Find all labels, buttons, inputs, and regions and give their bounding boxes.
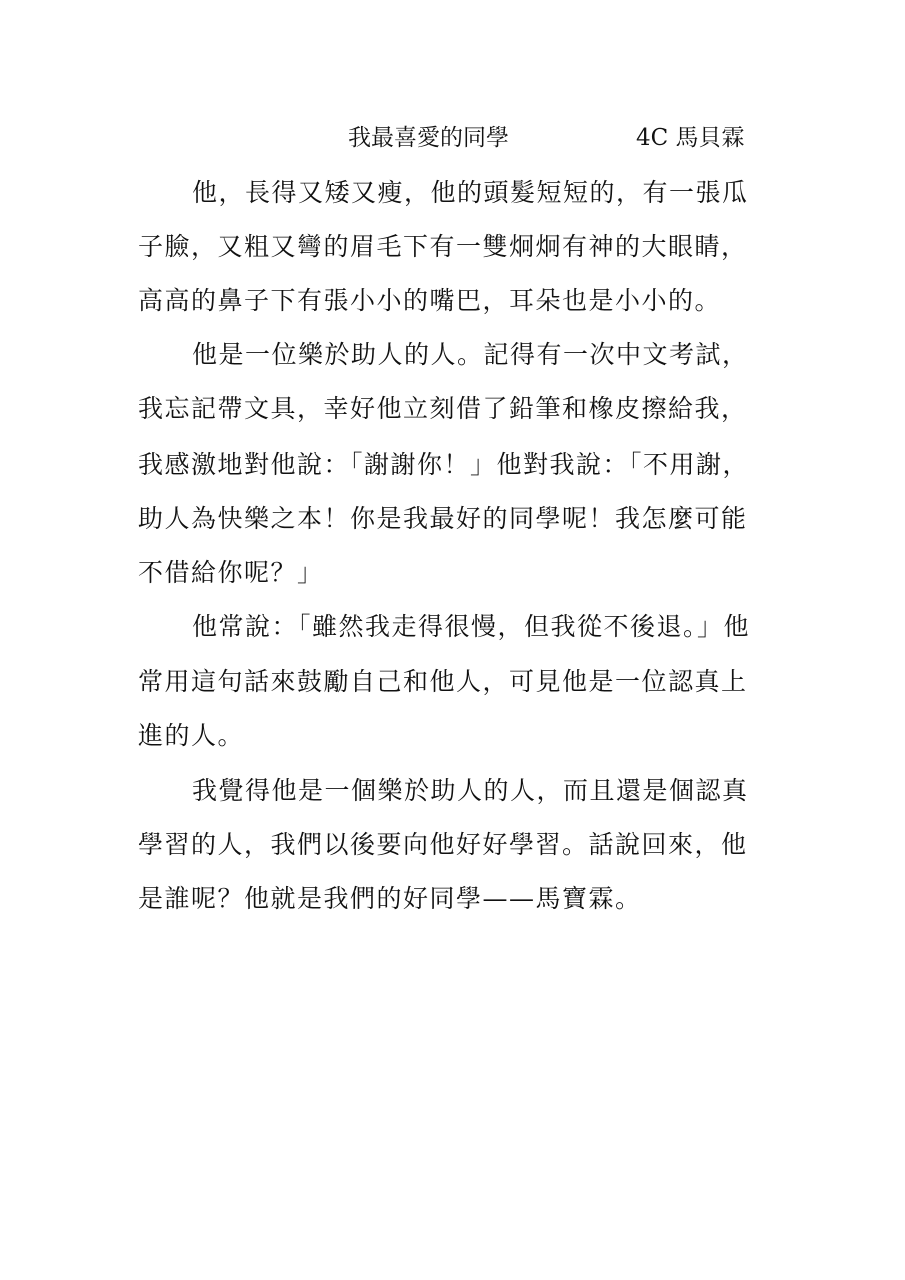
paragraph-1-line-2: 子臉，又粗又彎的眉毛下有一雙炯炯有神的大眼睛， xyxy=(138,232,748,261)
paragraph-2-line-2: 我忘記帶文具，幸好他立刻借了鉛筆和橡皮擦給我， xyxy=(138,394,748,423)
paragraph-3-line-2: 常用這句話來鼓勵自己和他人，可見他是一位認真上 xyxy=(138,667,748,696)
paragraph-1-line-3: 高高的鼻子下有張小小的嘴巴，耳朵也是小小的。 xyxy=(138,286,722,315)
paragraph-2-line-4: 助人為快樂之本！你是我最好的同學呢！我怎麼可能 xyxy=(138,504,748,533)
paragraph-1-line-1: 他，長得又矮又瘦，他的頭髮短短的，有一張瓜 xyxy=(192,178,749,207)
paragraph-3-line-1: 他常說：「雖然我走得很慢，但我從不後退。」他 xyxy=(192,612,751,641)
paragraph-3-line-3: 進的人。 xyxy=(138,721,245,750)
paragraph-2-line-5: 不借給你呢？」 xyxy=(138,558,324,587)
paragraph-4-line-2: 學習的人，我們以後要向他好好學習。話說回來，他 xyxy=(138,830,748,859)
paragraph-2-line-1: 他是一位樂於助人的人。記得有一次中文考試， xyxy=(192,340,749,369)
paragraph-4-line-1: 我覺得他是一個樂於助人的人，而且還是個認真 xyxy=(192,776,749,805)
paragraph-2-line-3: 我感激地對他說：「謝謝你！」他對我說：「不用謝， xyxy=(138,450,750,479)
paragraph-4-line-3: 是誰呢？他就是我們的好同學——馬寶霖。 xyxy=(138,884,642,913)
title-line xyxy=(0,118,905,158)
author-name: 4C 馬貝霖 xyxy=(636,125,745,151)
essay-title: 我最喜愛的同學 xyxy=(348,125,509,151)
